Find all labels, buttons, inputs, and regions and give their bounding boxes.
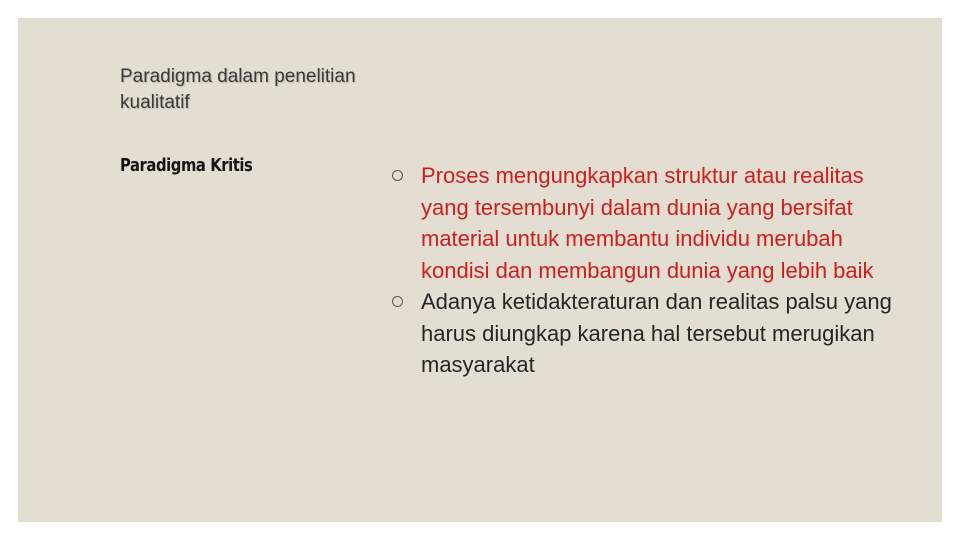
slide-subtitle: Paradigma Kritis [120, 155, 253, 176]
bullet-text: Proses mengungkapkan struktur atau realitas yang tersembunyi dalam dunia yang bersifat material untuk membantu individu merubah kondisi dan membangun dunia yang lebih baik [421, 163, 874, 283]
slide-title: Paradigma dalam penelitian kualitatif [120, 66, 356, 113]
hollow-circle-icon [392, 170, 403, 181]
hollow-circle-icon [392, 296, 403, 307]
bullet-item [392, 160, 892, 286]
bullet-item [392, 286, 892, 381]
bullet-list [392, 160, 892, 381]
bullet-text: Adanya ketidakteraturan dan realitas palsu yang harus diungkap karena hal tersebut merugikan masyarakat [421, 289, 892, 377]
slide [18, 18, 942, 522]
